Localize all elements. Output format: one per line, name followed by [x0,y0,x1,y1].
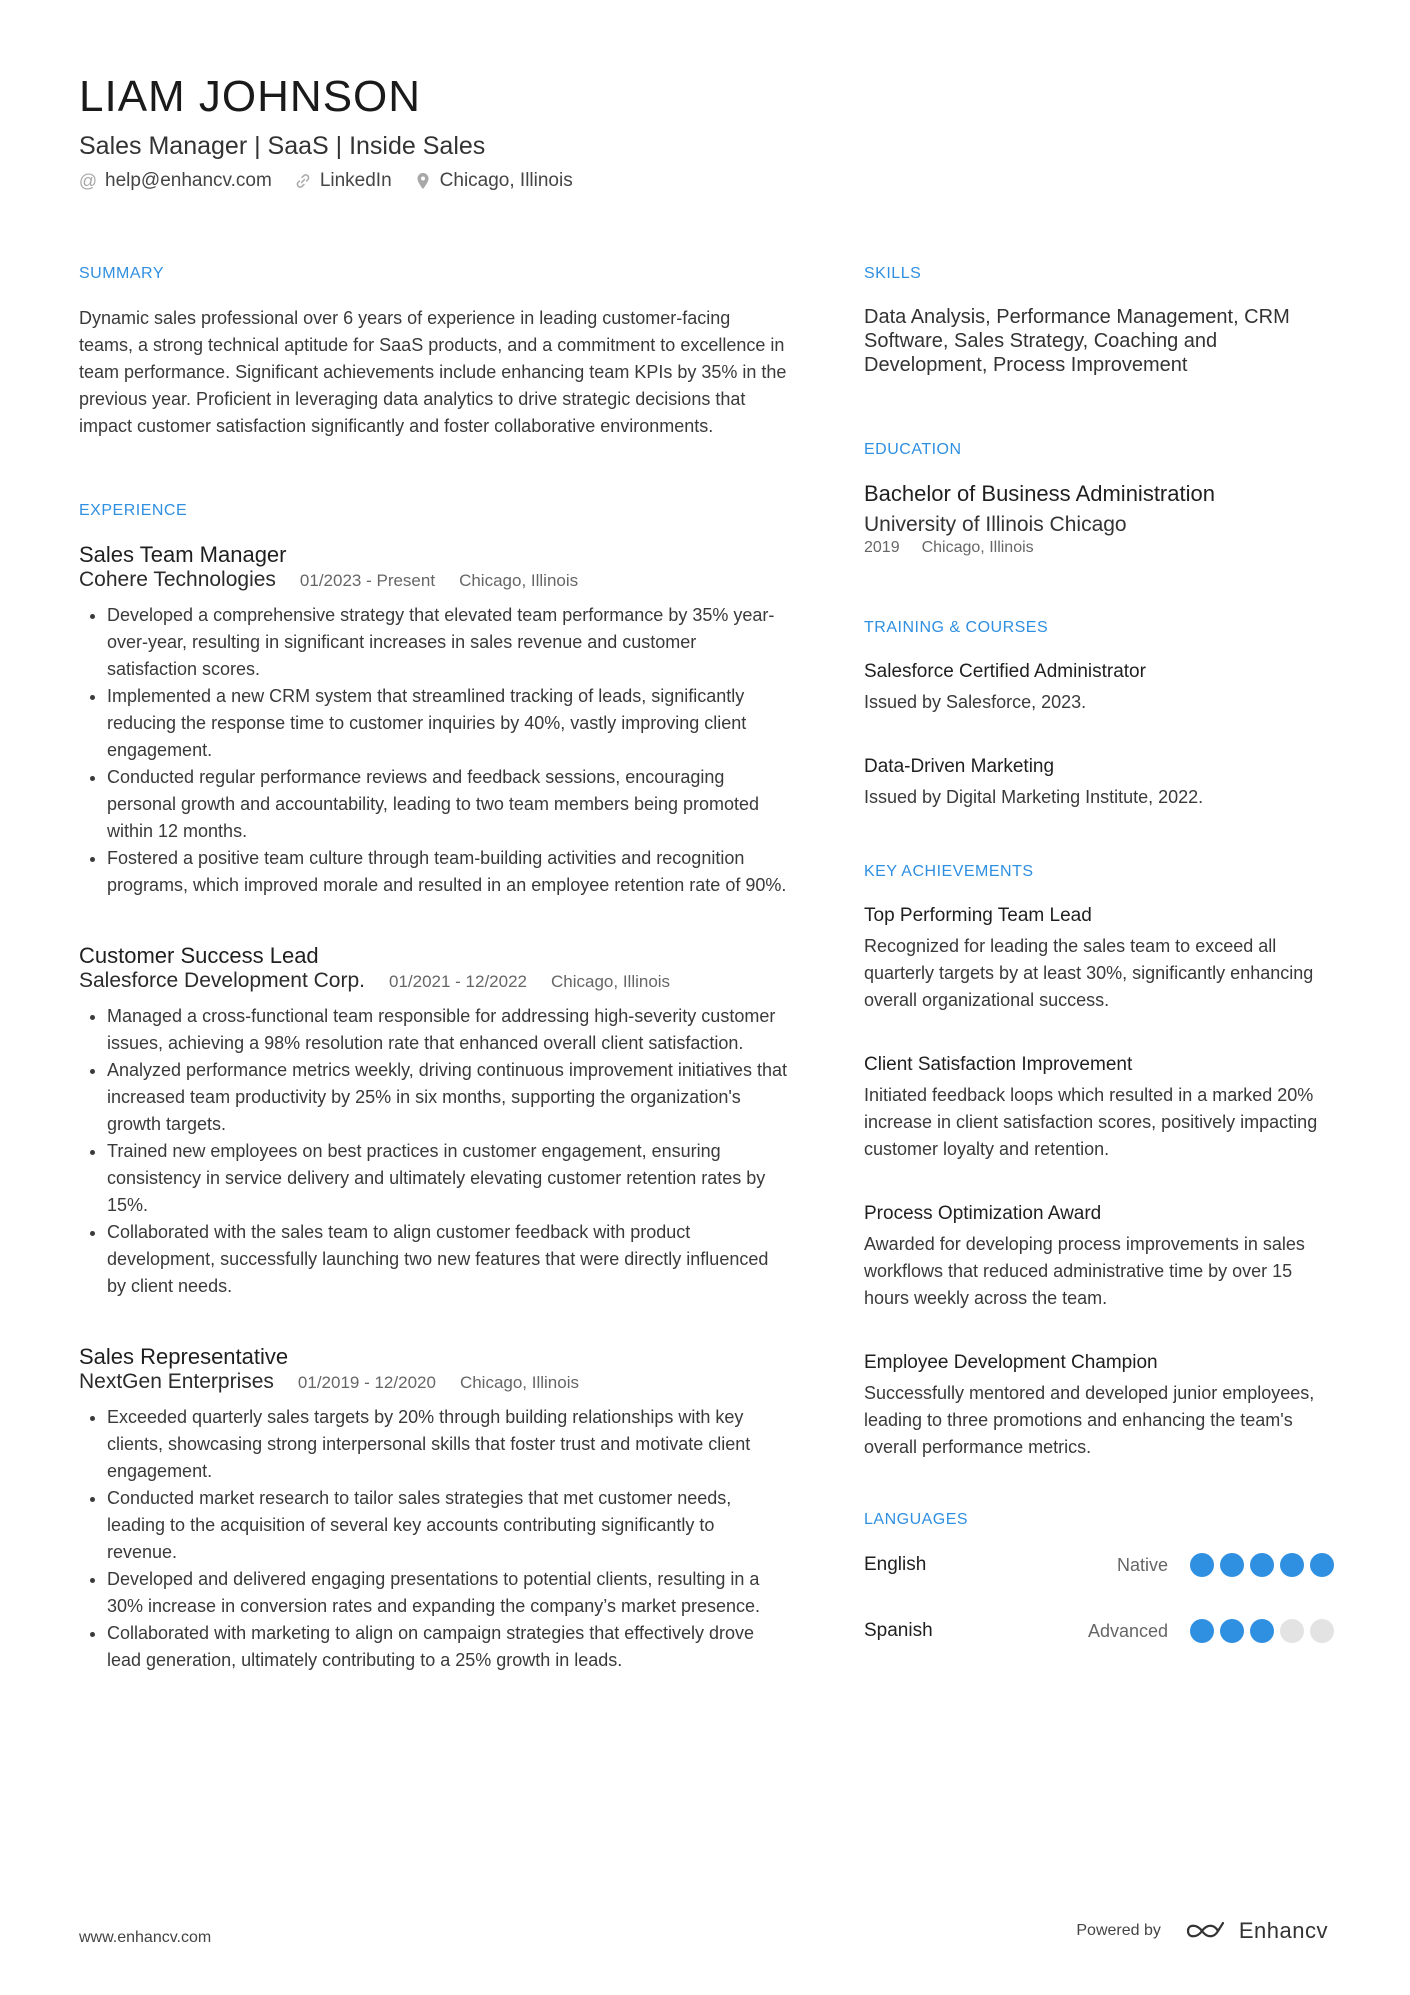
job-location: Chicago, Illinois [459,1373,579,1392]
job-bullet: • Developed and delivered engaging presentations to potential clients, resulting in a 30% increase in conversion rates and expanding the company’s market presence. [107,1566,789,1620]
right-column [864,265,1334,1707]
achievement-item [864,1201,1334,1312]
job-location: Chicago, Illinois [551,972,671,991]
language-row [864,1551,1334,1579]
link-icon [294,173,312,189]
job-bullets [79,1003,789,1300]
education-year: 2019 [864,539,900,556]
achievement-title: Employee Development Champion [864,1352,1158,1373]
enhancv-logo-icon [1185,1918,1231,1944]
job-bullet: • Trained new employees on best practices in customer engagement, ensuring consistency in service delivery and ultimately elevating customer retention rates by 15%. [107,1138,789,1219]
job-meta [79,568,789,592]
achievement-desc: Initiated feedback loops which resulted in a marked 20% increase in client satisfaction scores, positively impacting customer loyalty and retention. [864,1085,1318,1159]
training-desc: Issued by Salesforce, 2023. [864,692,1087,712]
education-section [864,441,1334,557]
training-desc: Issued by Digital Marketing Institute, 2022. [864,787,1204,807]
achievement-desc: Recognized for leading the sales team to exceed all quarterly targets by at least 30%, significantly enhancing overall organizational success. [864,936,1314,1010]
contact-location-text: Chicago, Illinois [439,170,573,191]
job-bullet: • Collaborated with the sales team to align customer feedback with product development, successfully launching two new features that were directly influenced by client needs. [107,1219,789,1300]
job-bullet: • Conducted market research to tailor sales strategies that met customer needs, leading to the acquisition of several key accounts contributing significantly to revenue. [107,1485,789,1566]
achievement-title: Top Performing Team Lead [864,905,1092,926]
achievement-item [864,1052,1334,1163]
job-bullet: • Exceeded quarterly sales targets by 20% through building relationships with key clients, showcasing strong interpersonal skills that foster trust and motivate client engagement. [107,1404,789,1485]
powered-by-label: Powered by [1076,1922,1161,1939]
achievement-title: Client Satisfaction Improvement [864,1054,1133,1075]
achievements-section [864,863,1334,1461]
rating-dot-filled [1220,1619,1244,1643]
skills-list: Data Analysis, Performance Management, CRM Software, Sales Strategy, Coaching and Development, Process Improvement [864,306,1290,376]
job-dates: 01/2023 - Present [299,571,436,590]
achievement-title: Process Optimization Award [864,1203,1102,1224]
at-icon: @ [78,170,98,191]
contact-email[interactable] [79,170,272,192]
rating-dot-filled [1250,1553,1274,1577]
job-location: Chicago, Illinois [459,571,579,590]
contact-linkedin-text: LinkedIn [319,170,392,191]
language-rating [1184,1619,1334,1643]
training-section [864,619,1334,811]
languages-heading: LANGUAGES [864,1511,969,1528]
brand-logo[interactable] [1185,1918,1328,1944]
summary-section [79,265,789,440]
rating-dot-empty [1310,1619,1334,1643]
contact-location [414,170,573,192]
language-level: Advanced [1087,1620,1168,1641]
job-bullet: • Managed a cross-functional team responsible for addressing high-severity customer issues, achieving a 98% resolution rate that enhanced overall client satisfaction. [107,1003,789,1057]
footer-branding [1076,1918,1328,1944]
language-rating [1184,1553,1334,1577]
job-bullets [79,1404,789,1674]
training-item [864,754,1334,811]
job-company: Salesforce Development Corp. [79,969,365,992]
job-entry [79,943,789,1300]
languages-section [864,1511,1334,1645]
job-bullet: • Conducted regular performance reviews and feedback sessions, encouraging personal growth and accountability, leading to two team members being promoted within 12 months. [107,764,789,845]
job-company: Cohere Technologies [79,568,276,591]
rating-dot-filled [1220,1553,1244,1577]
achievement-desc: Successfully mentored and developed junior employees, leading to three promotions and enhancing the team's overall performance metrics. [864,1383,1315,1457]
job-bullet: • Developed a comprehensive strategy that elevated team performance by 35% year-over-year, resulting in significant increases in sales revenue and customer satisfaction scores. [107,602,789,683]
job-bullet: • Implemented a new CRM system that streamlined tracking of leads, significantly reducing the response time to customer inquiries by 40%, vastly improving client engagement. [107,683,789,764]
candidate-name: LIAM JOHNSON [79,72,422,121]
brand-name: Enhancv [1238,1918,1328,1943]
job-meta [79,1370,789,1394]
job-bullet: • Analyzed performance metrics weekly, driving continuous improvement initiatives that increased team productivity by 25% in six months, supporting the organization's growth targets. [107,1057,789,1138]
language-row [864,1617,1334,1645]
job-entry [79,542,789,899]
experience-section [79,502,789,1674]
summary-heading: SUMMARY [79,265,164,282]
achievements-heading: KEY ACHIEVEMENTS [864,863,1034,880]
candidate-headline: Sales Manager | SaaS | Inside Sales [79,132,486,160]
job-bullet: • Collaborated with marketing to align on campaign strategies that effectively drove lead generation, ultimately contributing to a 25% growth in leads. [107,1620,789,1674]
rating-dot-empty [1280,1619,1304,1643]
training-item [864,659,1334,716]
footer-website[interactable]: www.enhancv.com [79,1929,212,1946]
language-name: Spanish [864,1620,933,1641]
experience-heading: EXPERIENCE [79,502,188,519]
education-degree: Bachelor of Business Administration [864,481,1215,506]
language-level: Native [1116,1554,1168,1575]
achievement-item [864,1350,1334,1461]
job-title: Sales Team Manager [79,542,287,567]
left-column [79,265,789,1718]
training-title: Data-Driven Marketing [864,756,1055,777]
education-location: Chicago, Illinois [921,539,1034,556]
education-meta [864,539,1334,557]
skills-section [864,265,1334,377]
job-meta [79,969,789,993]
contact-linkedin[interactable] [294,170,392,192]
summary-text: Dynamic sales professional over 6 years of experience in leading customer-facing teams, a strong technical aptitude for SaaS products, and a commitment to excellence in team performance. Significant achievements include enhancing team KPIs by 35% in the previous year. Proficient in leveraging data analytics to drive strategic decisions that impact customer satisfaction significantly and foster collaborative environments. [79,308,787,436]
job-title: Sales Representative [79,1344,289,1369]
education-school: University of Illinois Chicago [864,513,1127,536]
rating-dot-filled [1250,1619,1274,1643]
training-heading: TRAINING & COURSES [864,619,1049,636]
rating-dot-filled [1190,1619,1214,1643]
job-bullet: • Fostered a positive team culture through team-building activities and recognition programs, which improved morale and resulted in an employee retention rate of 90%. [107,845,789,899]
contact-bar [79,170,595,192]
achievement-item [864,903,1334,1014]
job-bullets [79,602,789,899]
job-title: Customer Success Lead [79,943,319,968]
education-heading: EDUCATION [864,441,962,458]
training-title: Salesforce Certified Administrator [864,661,1146,682]
language-name: English [864,1554,927,1575]
rating-dot-filled [1310,1553,1334,1577]
contact-email-text: help@enhancv.com [105,170,272,191]
job-dates: 01/2019 - 12/2020 [297,1373,436,1392]
job-entry [79,1344,789,1674]
job-company: NextGen Enterprises [79,1370,274,1393]
achievement-desc: Awarded for developing process improvements in sales workflows that reduced administrative time by over 15 hours weekly across the team. [864,1234,1305,1308]
job-dates: 01/2021 - 12/2022 [388,972,527,991]
rating-dot-filled [1280,1553,1304,1577]
skills-heading: SKILLS [864,265,922,282]
rating-dot-filled [1190,1553,1214,1577]
location-pin-icon [414,172,432,190]
